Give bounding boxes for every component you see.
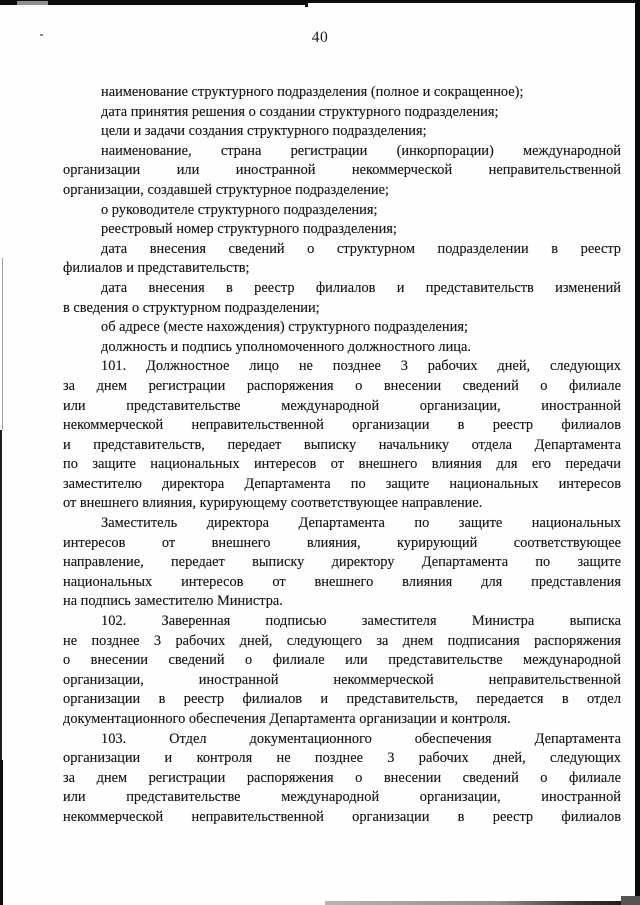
- text-line: организации в реестр филиалов и представительств, передается в отдел: [63, 691, 621, 708]
- text-line: о руководителе структурного подразделения;: [101, 201, 378, 218]
- text-line: направление, передает выписку директору Департамента по защите: [63, 554, 621, 571]
- text-line: на подпись заместителю Министра.: [63, 593, 283, 610]
- text-line: должность и подпись уполномоченного должностного лица.: [101, 338, 471, 355]
- text-line: или представительстве международной организации, иностранной: [63, 397, 621, 414]
- text-line: дата внесения в реестр филиалов и представительств изменений: [101, 279, 621, 296]
- text-line: не позднее 3 рабочих дней, следующего за днем подписания распоряжения: [63, 632, 621, 649]
- scan-edge-left-gray-line: [2, 258, 3, 430]
- text-line: некоммерческой неправительственной организации в реестр филиалов: [63, 417, 621, 434]
- text-line: заместителю директора Департамента по защите национальных интересов: [63, 475, 621, 492]
- text-line: и представительств, передает выписку начальнику отдела Департамента: [63, 436, 621, 453]
- text-line: организации, иностранной некоммерческой неправительственной: [63, 671, 621, 688]
- text-line: в сведения о структурном подразделении;: [63, 299, 320, 316]
- text-line: Заместитель директора Департамента по защите национальных: [101, 515, 621, 532]
- text-line: филиалов и представительств;: [63, 260, 250, 277]
- text-line: или представительстве международной организации, иностранной: [63, 789, 621, 806]
- text-line: о внесении сведений о филиале или представительстве международной: [63, 652, 621, 669]
- text-line: 103. Отдел документационного обеспечения Департамента: [101, 730, 621, 747]
- text-line: национальных интересов от внешнего влияния для представления: [63, 573, 621, 590]
- scan-edge-left-dark-line-lower: [0, 760, 3, 905]
- text-line: об адресе (месте нахождения) структурного подразделения;: [101, 319, 468, 336]
- scan-edge-bottom: [325, 901, 640, 905]
- scan-edge-right: [635, 0, 640, 905]
- scan-edge-top-notch: [305, 3, 308, 7]
- text-line: интересов от внешнего влияния, курирующий соответствующее: [63, 534, 621, 551]
- scan-edge-top-right: [307, 0, 640, 3]
- text-line: дата принятия решения о создании структурного подразделения;: [101, 103, 499, 120]
- text-line: организации, создавшей структурное подразделение;: [63, 181, 390, 198]
- text-line: документационного обеспечения Департамента организации и контроля.: [63, 711, 511, 727]
- text-line: от внешнего влияния, курирующему соответствующее направление.: [63, 495, 483, 512]
- text-line: наименование структурного подразделения (полное и сокращенное);: [101, 84, 524, 100]
- text-line: наименование, страна регистрации (инкорпорации) международной: [101, 142, 621, 159]
- text-line: за днем регистрации распоряжения о внесении сведений о филиале: [63, 769, 621, 786]
- text-line: организации или иностранной некоммерческой неправительственной: [63, 162, 621, 179]
- text-line: цели и задачи создания структурного подразделения;: [101, 123, 427, 140]
- scan-edge-left-dark-line: [0, 430, 2, 760]
- text-line: по защите национальных интересов от внешнего влияния для его передачи: [63, 456, 621, 473]
- document-body: [63, 83, 621, 828]
- text-line: реестровый номер структурного подразделения;: [101, 221, 397, 238]
- scan-edge-top-gray-segment: [17, 1, 48, 5]
- text-line: организации и контроля не позднее 3 рабочих дней, следующих: [63, 750, 621, 767]
- text-line: 101. Должностное лицо не позднее 3 рабочих дней, следующих: [101, 358, 621, 375]
- text-line: за днем регистрации распоряжения о внесении сведений о филиале: [63, 377, 621, 394]
- text-line: дата внесения сведений о структурном подразделении в реестр: [101, 240, 621, 257]
- text-line: 102. Заверенная подписью заместителя Министра выписка: [101, 613, 621, 630]
- scan-speck: [40, 34, 43, 36]
- text-line: некоммерческой неправительственной организации в реестр филиалов: [63, 808, 621, 825]
- scan-edge-bottom-corner: [621, 896, 640, 905]
- page-number: 40: [311, 29, 329, 46]
